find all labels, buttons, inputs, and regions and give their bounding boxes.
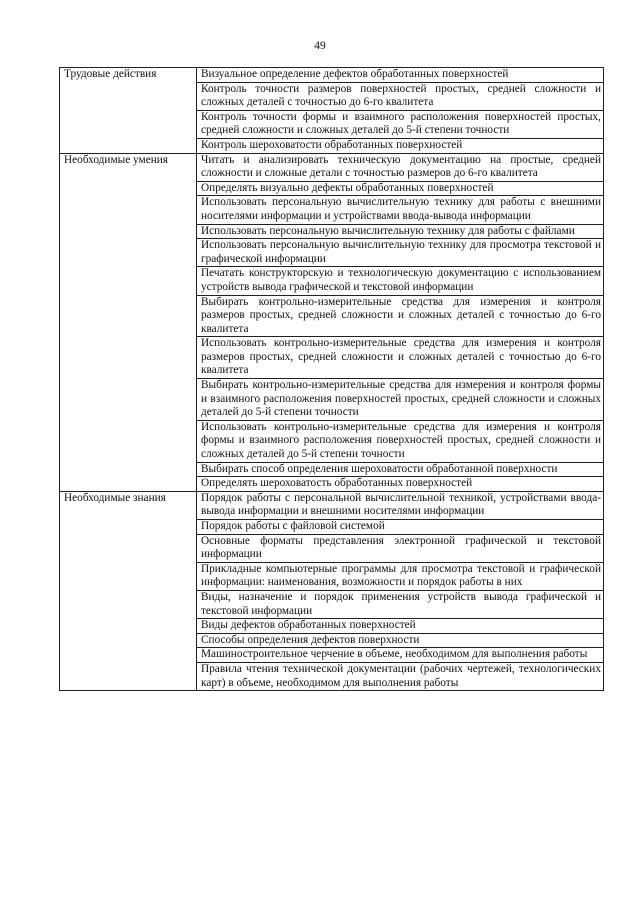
requirement-item: Контроль точности размеров поверхностей простых, средней сложности и сложных деталей с точностью до 6-го квалитета <box>197 82 604 110</box>
page-number: 49 <box>314 40 326 52</box>
requirement-item: Определять визуально дефекты обработанных поверхностей <box>197 181 604 196</box>
requirement-item: Использовать персональную вычислительную технику для просмотра текстовой и графической информации <box>197 239 604 267</box>
requirement-item: Использовать персональную вычислительную технику для работы с внешними носителями информации и устройствами ввода-вывода информации <box>197 196 604 224</box>
requirement-item: Контроль шероховатости обработанных поверхностей <box>197 138 604 153</box>
requirement-item: Печатать конструкторскую и технологическую документацию с использованием устройств вывода графической и текстовой информации <box>197 267 604 295</box>
requirement-item: Контроль точности формы и взаимного расположения поверхностей простых, средней сложности и сложных деталей до 5-й степени точности <box>197 110 604 138</box>
requirement-item: Порядок работы с персональной вычислительной техникой, устройствами ввода-вывода информации и внешними носителями информации <box>197 491 604 519</box>
section-label: Трудовые действия <box>60 68 197 154</box>
requirement-item: Правила чтения технической документации (рабочих чертежей, технологических карт) в объеме, необходимом для выполнения работы <box>197 662 604 690</box>
requirement-item: Использовать персональную вычислительную технику для работы с файлами <box>197 224 604 239</box>
requirement-item: Определять шероховатость обработанных поверхностей <box>197 477 604 492</box>
requirements-table <box>59 67 604 691</box>
requirements-table-body <box>60 68 604 691</box>
table-row <box>60 68 604 83</box>
requirement-item: Виды дефектов обработанных поверхностей <box>197 619 604 634</box>
requirement-item: Порядок работы с файловой системой <box>197 520 604 535</box>
requirement-item: Выбирать контрольно-измерительные средства для измерения и контроля формы и взаимного расположения поверхностей простых, средней сложности и сложных деталей до 5-й степени точности <box>197 379 604 421</box>
requirement-item: Способы определения дефектов поверхности <box>197 633 604 648</box>
requirement-item: Использовать контрольно-измерительные средства для измерения и контроля формы и взаимного расположения поверхностей простых, средней сложности и сложных деталей до 5-й степени точности <box>197 420 604 462</box>
section-label: Необходимые умения <box>60 153 197 491</box>
requirement-item: Читать и анализировать техническую документацию на простые, средней сложности и сложные детали с точностью размеров до 6-го квалитета <box>197 153 604 181</box>
requirement-item: Выбирать контрольно-измерительные средства для измерения и контроля размеров простых, средней сложности и сложных деталей с точностью до 6-го квалитета <box>197 295 604 337</box>
table-row <box>60 491 604 519</box>
requirement-item: Выбирать способ определения шероховатости обработанной поверхности <box>197 462 604 477</box>
requirement-item: Использовать контрольно-измерительные средства для измерения и контроля размеров простых, средней сложности и сложных деталей с точностью до 6-го квалитета <box>197 337 604 379</box>
section-label: Необходимые знания <box>60 491 197 690</box>
requirement-item: Основные форматы представления электронной графической и текстовой информации <box>197 534 604 562</box>
table-row <box>60 153 604 181</box>
requirement-item: Машиностроительное черчение в объеме, необходимом для выполнения работы <box>197 648 604 663</box>
requirement-item: Визуальное определение дефектов обработанных поверхностей <box>197 68 604 83</box>
requirement-item: Виды, назначение и порядок применения устройств вывода графической и текстовой информации <box>197 590 604 618</box>
requirement-item: Прикладные компьютерные программы для просмотра текстовой и графической информации: наименования, возможности и порядок работы в них <box>197 562 604 590</box>
